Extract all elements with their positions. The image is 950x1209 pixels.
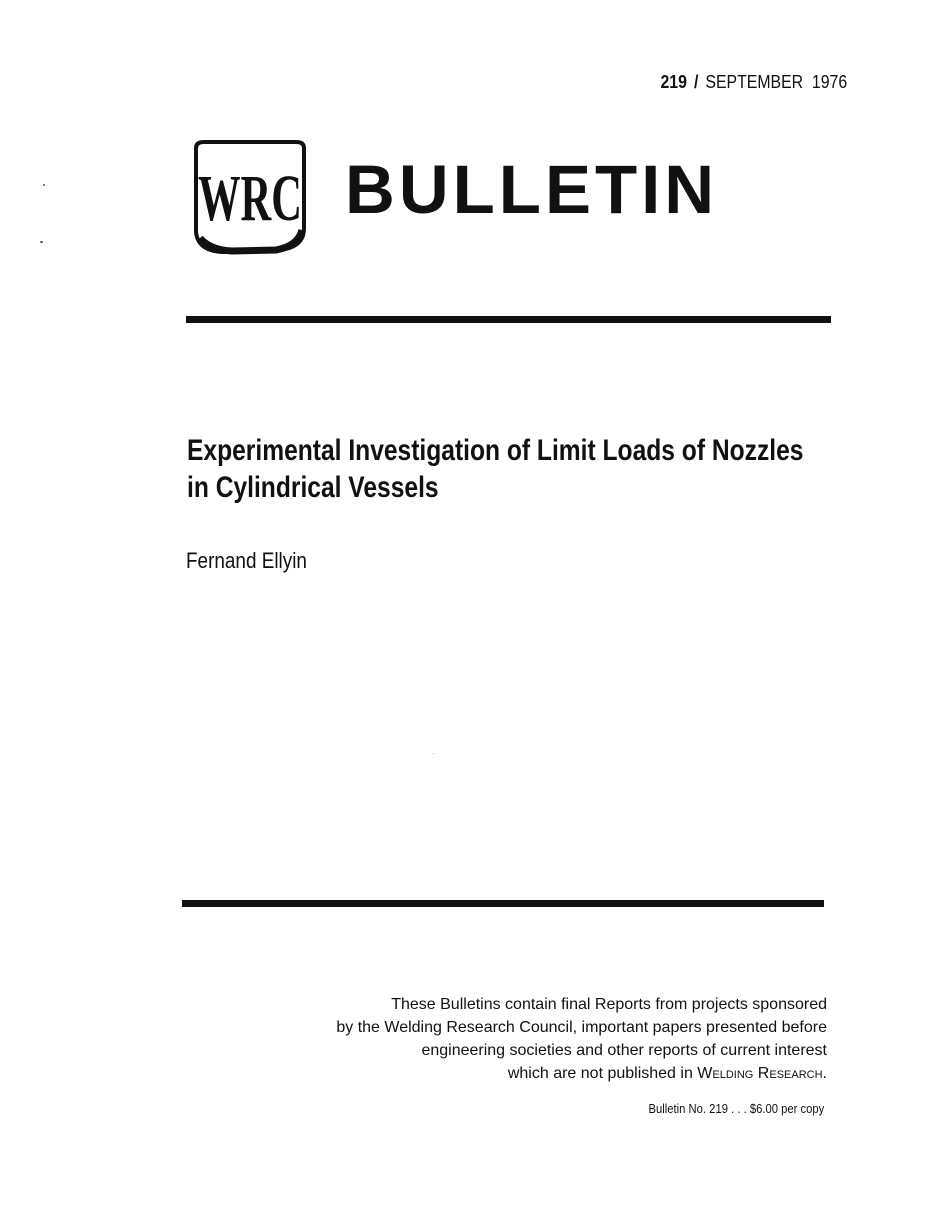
scan-speck [433,753,434,754]
issue-number: 219 [660,72,687,92]
issue-date: SEPTEMBER 1976 [705,72,847,92]
author-name: Fernand Ellyin [186,548,307,573]
top-divider [186,316,831,323]
description-line-4-prefix: which are not published in [507,1065,698,1082]
description-line-4-suffix: . [822,1065,827,1082]
issue-separator: / [693,72,699,92]
journal-name: Welding Research [697,1065,823,1082]
article-title-line-1: Experimental Investigation of Limit Loads of Nozzles [187,434,804,467]
description-line-1: These Bulletins contain final Reports from projects sponsored [391,996,827,1013]
scan-speck [43,184,45,186]
price-line: Bulletin No. 219 . . . $6.00 per copy [648,1102,824,1116]
masthead-title: BULLETIN [345,151,719,228]
logo-text: WRC [198,162,302,235]
description-line-4 [336,1062,827,1085]
description-line-2: by the Welding Research Council, important papers presented before [336,1019,827,1036]
scan-speck [40,241,43,243]
bulletin-description [336,993,827,1085]
bottom-divider [182,900,824,907]
issue-line [660,72,847,93]
description-line-3: engineering societies and other reports of current interest [421,1042,827,1059]
article-title-line-2: in Cylindrical Vessels [187,471,439,504]
wrc-logo-icon [186,140,314,256]
article-title [187,432,804,506]
